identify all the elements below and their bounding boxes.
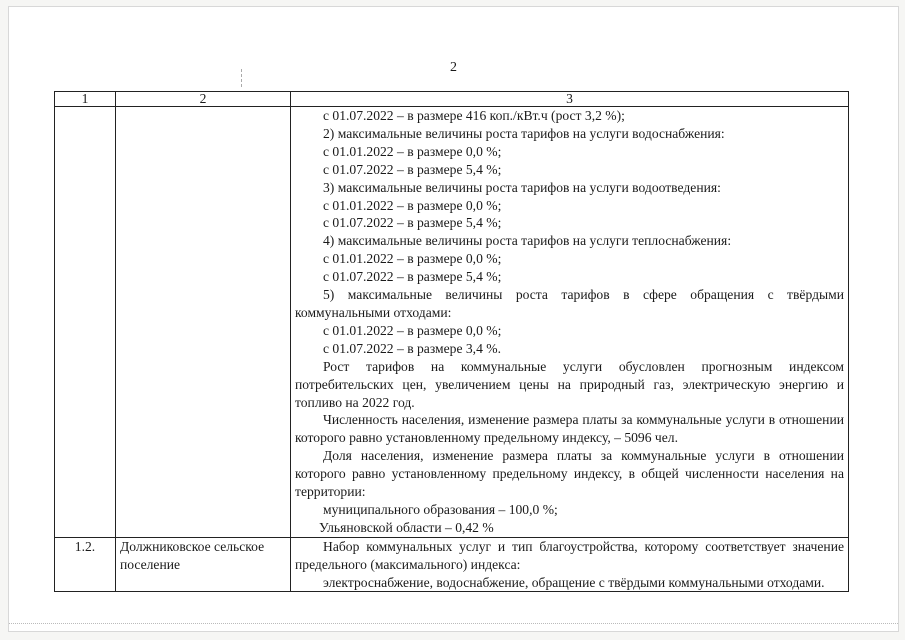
- text-line: 2) максимальные величины роста тарифов на услуги водоснабжения:: [323, 125, 725, 141]
- document-page: [8, 6, 899, 632]
- header-col-1: 1: [55, 92, 116, 107]
- text-line: с 01.07.2022 – в размере 416 коп./кВт.ч (рост 3,2 %);: [323, 108, 625, 123]
- row1-col-text: [291, 107, 849, 538]
- text-line: с 01.07.2022 – в размере 5,4 %;: [323, 215, 502, 231]
- text-line: с 01.01.2022 – в размере 0,0 %;: [323, 143, 502, 159]
- tariff-table: [54, 91, 849, 592]
- row1-col-number: [55, 107, 116, 538]
- text-line: 3) максимальные величины роста тарифов на услуги водоотведения:: [323, 179, 721, 195]
- text-paragraph: Доля населения, изменение размера платы за коммунальные услуги в отношении которого равно установленному предельному индексу, в общей численности населения на территории:: [295, 448, 844, 500]
- text-paragraph: 5) максимальные величины роста тарифов в сфере обращения с твёрдыми коммунальными отходами:: [295, 287, 844, 320]
- text-line: муниципального образования – 100,0 %;: [323, 501, 558, 517]
- text-paragraph: Набор коммунальных услуг и тип благоустройства, которому соответствует значение предельного (максимального) индекса:: [295, 538, 844, 572]
- text-paragraph: Рост тарифов на коммунальные услуги обусловлен прогнозным индексом потребительских цен, увеличением цены на природный газ, электрическую энергию и топливо на 2022 год.: [295, 358, 844, 410]
- text-line: с 01.07.2022 – в размере 3,4 %.: [323, 340, 501, 356]
- text-line: с 01.07.2022 – в размере 5,4 %;: [323, 269, 502, 285]
- table-header-row: [55, 92, 849, 107]
- header-col-2: 2: [116, 92, 291, 107]
- page-number: 2: [450, 60, 457, 75]
- scan-mark: [241, 69, 242, 87]
- scan-edge: [9, 623, 898, 627]
- text-line: с 01.01.2022 – в размере 0,0 %;: [323, 251, 502, 267]
- row2-col-text: [291, 537, 849, 592]
- row2-col-name: Должниковское сельское поселение: [116, 537, 291, 592]
- row1-col-name: [116, 107, 291, 538]
- text-paragraph: электроснабжение, водоснабжение, обращение с твёрдыми коммунальными отходами.: [323, 574, 825, 590]
- text-line: с 01.01.2022 – в размере 0,0 %;: [323, 197, 502, 213]
- text-line: с 01.07.2022 – в размере 5,4 %;: [323, 161, 502, 177]
- row2-col-number: 1.2.: [55, 537, 116, 592]
- header-col-3: 3: [291, 92, 849, 107]
- text-line: 4) максимальные величины роста тарифов на услуги теплоснабжения:: [323, 233, 732, 249]
- table-row: [55, 107, 849, 538]
- text-line: с 01.01.2022 – в размере 0,0 %;: [323, 322, 502, 338]
- text-line: Ульяновской области – 0,42 %: [319, 519, 494, 535]
- text-paragraph: Численность населения, изменение размера платы за коммунальные услуги в отношении которого равно установленному предельному индексу, – 5096 чел.: [295, 412, 844, 446]
- table-row: [55, 537, 849, 592]
